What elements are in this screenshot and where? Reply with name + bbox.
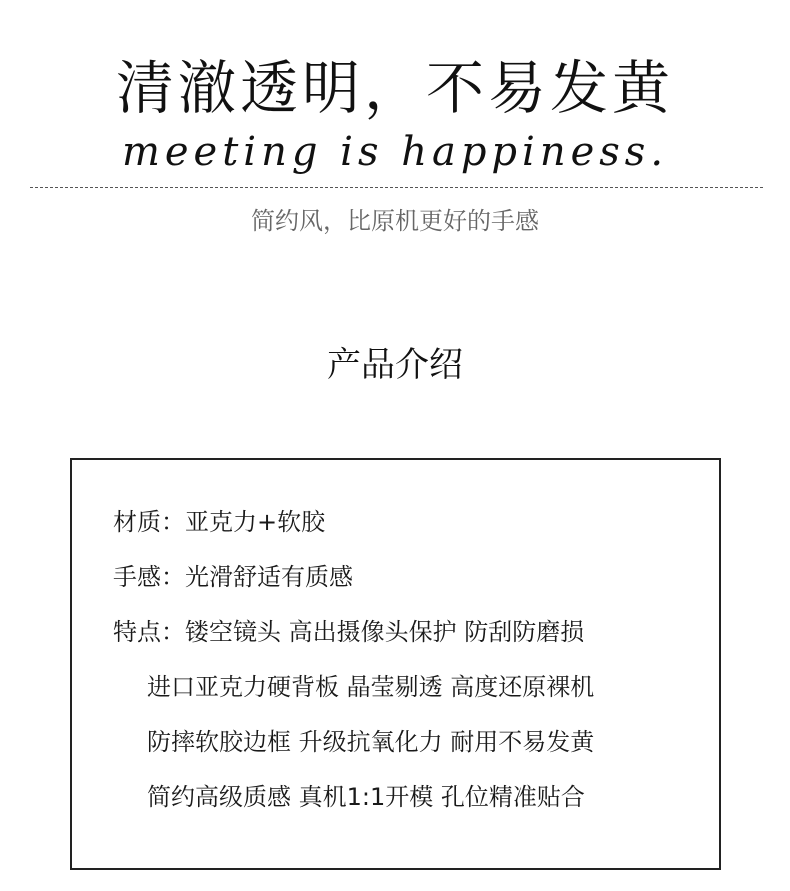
tagline: meeting is happiness.: [121, 129, 669, 175]
headline: 清澈透明，不易发黄: [115, 54, 674, 122]
dashed-divider: [30, 187, 763, 188]
spec-features-line-3: 防摔软胶边框 升级抗氧化力 耐用不易发黄: [147, 728, 595, 756]
section-title: 产品介绍: [327, 345, 463, 385]
subtitle: 简约风，比原机更好的手感: [251, 207, 539, 235]
spec-material: 材质：亚克力+软胶: [113, 508, 326, 536]
spec-features-line-2: 进口亚克力硬背板 晶莹剔透 高度还原裸机: [147, 673, 595, 701]
spec-feel: 手感：光滑舒适有质感: [113, 563, 353, 591]
spec-features-line-4: 简约高级质感 真机1:1开模 孔位精准贴合: [147, 783, 585, 811]
spec-features-line-1: 特点：镂空镜头 高出摄像头保护 防刮防磨损: [113, 618, 585, 646]
